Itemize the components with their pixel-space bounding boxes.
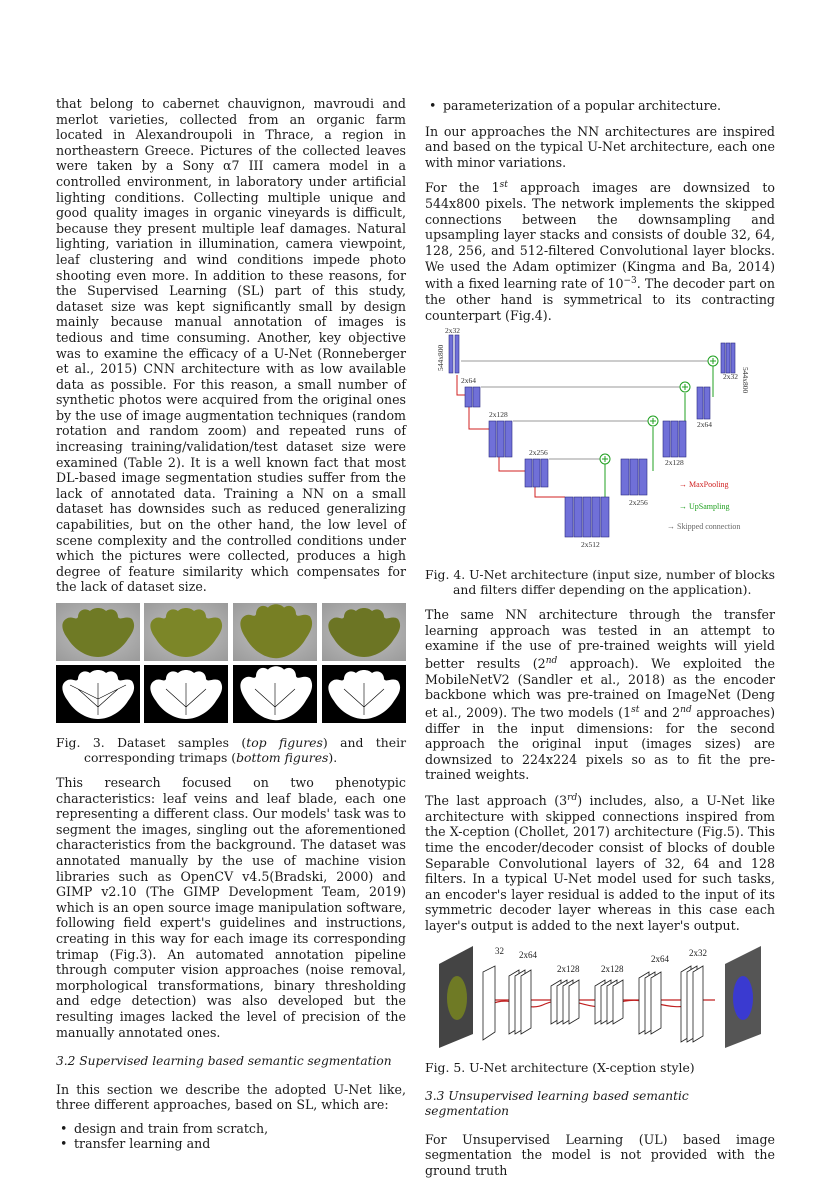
paragraph: For Unsupervised Learning (UL) based image segmentation the model is not provided with the ground truth (425, 1131, 775, 1178)
list-item: • design and train from scratch, (74, 1121, 406, 1137)
approach-list-continued (425, 98, 775, 114)
block-label: 2x256 (629, 498, 648, 508)
block-label: 2x256 (529, 448, 548, 458)
block-label: 544x800 (436, 344, 445, 372)
block-label: 2x128 (489, 410, 508, 420)
figure-3-image (56, 603, 406, 727)
block-label: 2x128 (665, 458, 684, 468)
section-heading-3-2: 3.2 Supervised learning based semantic segmentation (56, 1054, 392, 1069)
legend-upsampling: → UpSampling (679, 502, 730, 512)
approach-list (56, 1121, 406, 1152)
stack-label: 2x128 (601, 963, 624, 974)
paragraph: This research focused on two phenotypic characteristics: leaf veins and leaf blade, each one representing a different class. Our models' task was to segment the images, singling out the aforementioned characteristics from the background. The dataset was annotated manually by the use of machine vision libraries such as OpenCV v4.5(Bradski, 2000) and GIMP v2.10 (The GIMP Development Team, 2019) which is an open source image manipulation software, following field expert's guidelines and instructions, creating in this way for each image its corresponding trimap (Fig.3). An automated annotation pipeline through computer vision approaches (noise removal, morphological transformations, binary thresholding and edge detection) was also developed but the resulting images lacked the level of precision of the manually annotated ones. (56, 775, 406, 1040)
figure-5-caption: Fig. 5. U-Net architecture (X-ception style) (425, 1059, 695, 1075)
legend-skip: → Skipped connection (667, 522, 741, 532)
input-image (439, 946, 473, 1048)
block-label: 2x32 (723, 372, 738, 382)
block-label: 2x512 (581, 540, 600, 550)
unet-diagram (425, 326, 775, 559)
stack-label: 32 (495, 945, 504, 956)
list-item: • transfer learning and (74, 1136, 406, 1152)
stack-label: 2x32 (689, 947, 707, 958)
figure-4-unet-diagram (425, 326, 775, 559)
block-label: 544x800 (741, 367, 750, 394)
paragraph: that belong to cabernet chauvignon, mavroudi and merlot varieties, collected from an organic farm located in Alexandroupoli in Thrace, a region in northeastern Greece. Pictures of the collected leaves were taken by a Sony α7 III camera model in a controlled environment, in laboratory under artificial lighting conditions. Collecting multiple unique and good quality images in organic vineyards is difficult, because they present multiple leaf damages. Natural lighting, variation in illumination, camera viewpoint, leaf clustering and wind conditions impede photo shooting even more. In addition to these reasons, for the Supervised Learning (SL) part of this study, dataset size was kept significantly small by design mainly because manual annotation of images is tedious and time consuming. Another, key objective was to examine the efficacy of a U-Net (Ronneberger et al., 2015) CNN architecture with as low available data as possible. For this reason, a small number of synthetic photos were acquired from the original ones by the use of image augmentation techniques (random rotation and random zoom) and repeated runs of increasing training/validation/test dataset size were examined (Table 2). It is a well known fact that most DL-based image segmentation studies suffer from the lack of annotated data. Training a NN on a small dataset has downsides such as reduced generalizing capabilities, but on the other hand, the low level of scene complexity and the controlled conditions under which the pictures were collected, produces a high degree of feature similarity which compensates for the lack of dataset size. (56, 96, 406, 595)
stack-label: 2x64 (651, 953, 669, 964)
stack-labels (495, 946, 707, 974)
legend-maxpool: → MaxPooling (679, 480, 729, 490)
paragraph: In our approaches the NN architectures are inspired and based on the typical U-Net architecture, each one with minor variations. (425, 123, 775, 170)
left-column (56, 96, 406, 1160)
block-label: 2x64 (461, 376, 476, 386)
section-heading-3-3: 3.3 Unsupervised learning based semantic segmentation (425, 1088, 689, 1119)
conv-stacks (483, 963, 703, 1042)
block-label: 2x64 (697, 420, 712, 430)
figure-5-xception-diagram (425, 942, 775, 1052)
xception-diagram (425, 942, 775, 1052)
figure-3-caption: Fig. 3. Dataset samples (top figures) and their corresponding trimaps (bottom figures). (56, 735, 406, 765)
stack-label: 2x64 (519, 949, 537, 960)
block-label: 2x32 (445, 326, 460, 336)
paragraph: The same NN architecture through the transfer learning approach was tested in an attempt to examine if the use of pre-trained weights will yield better results (2nd approach). We exploited the MobileNetV2 (Sandler et al., 2018) as the encoder backbone which was pre-trained on ImageNet (Deng et al., 2009). The two models (1st and 2nd approaches) differ in the input dimensions: for the second approach the original input (images sizes) are downsized to 224x224 pixels so as to fit the pre-trained weights. (425, 607, 775, 783)
stack-label: 2x128 (557, 963, 580, 974)
figure-4-caption: Fig. 4. U-Net architecture (input size, number of blocks and filters differ depending on the application). (425, 567, 775, 598)
right-column (425, 96, 775, 1187)
figure-3-dataset-samples (56, 603, 406, 727)
paragraph: The last approach (3rd) includes, also, a U-Net like architecture with skipped connections inspired from the X-ception (Chollet, 2017) architecture (Fig.5). This time the encoder/decoder consist of blocks of double Separable Convolutional layers of 32, 64 and 128 filters. In a typical U-Net model used for such tasks, an encoder's layer residual is added to the input of its symmetric decoder layer whereas in this case each layer's output is added to the next layer's output. (425, 793, 775, 933)
legend (667, 480, 740, 531)
list-item: • parameterization of a popular architecture. (443, 98, 775, 114)
paragraph: For the 1st approach images are downsized to 544x800 pixels. The network implements the skipped connections between the downsampling and upsampling layer stacks and consists of double 32, 64, 128, 256, and 512-filtered Convolutional layer blocks. We used the Adam optimizer (Kingma and Ba, 2014) with a fixed learning rate of $10^{-3}$. The decoder part on the other hand is symmetrical to its contracting counterpart (Fig.4). (425, 180, 776, 323)
output-image (725, 946, 761, 1048)
paragraph: In this section we describe the adopted U-Net like, three different approaches, based on SL, which are: (56, 1081, 406, 1113)
sample-photos (56, 603, 406, 661)
trimaps (56, 665, 406, 723)
